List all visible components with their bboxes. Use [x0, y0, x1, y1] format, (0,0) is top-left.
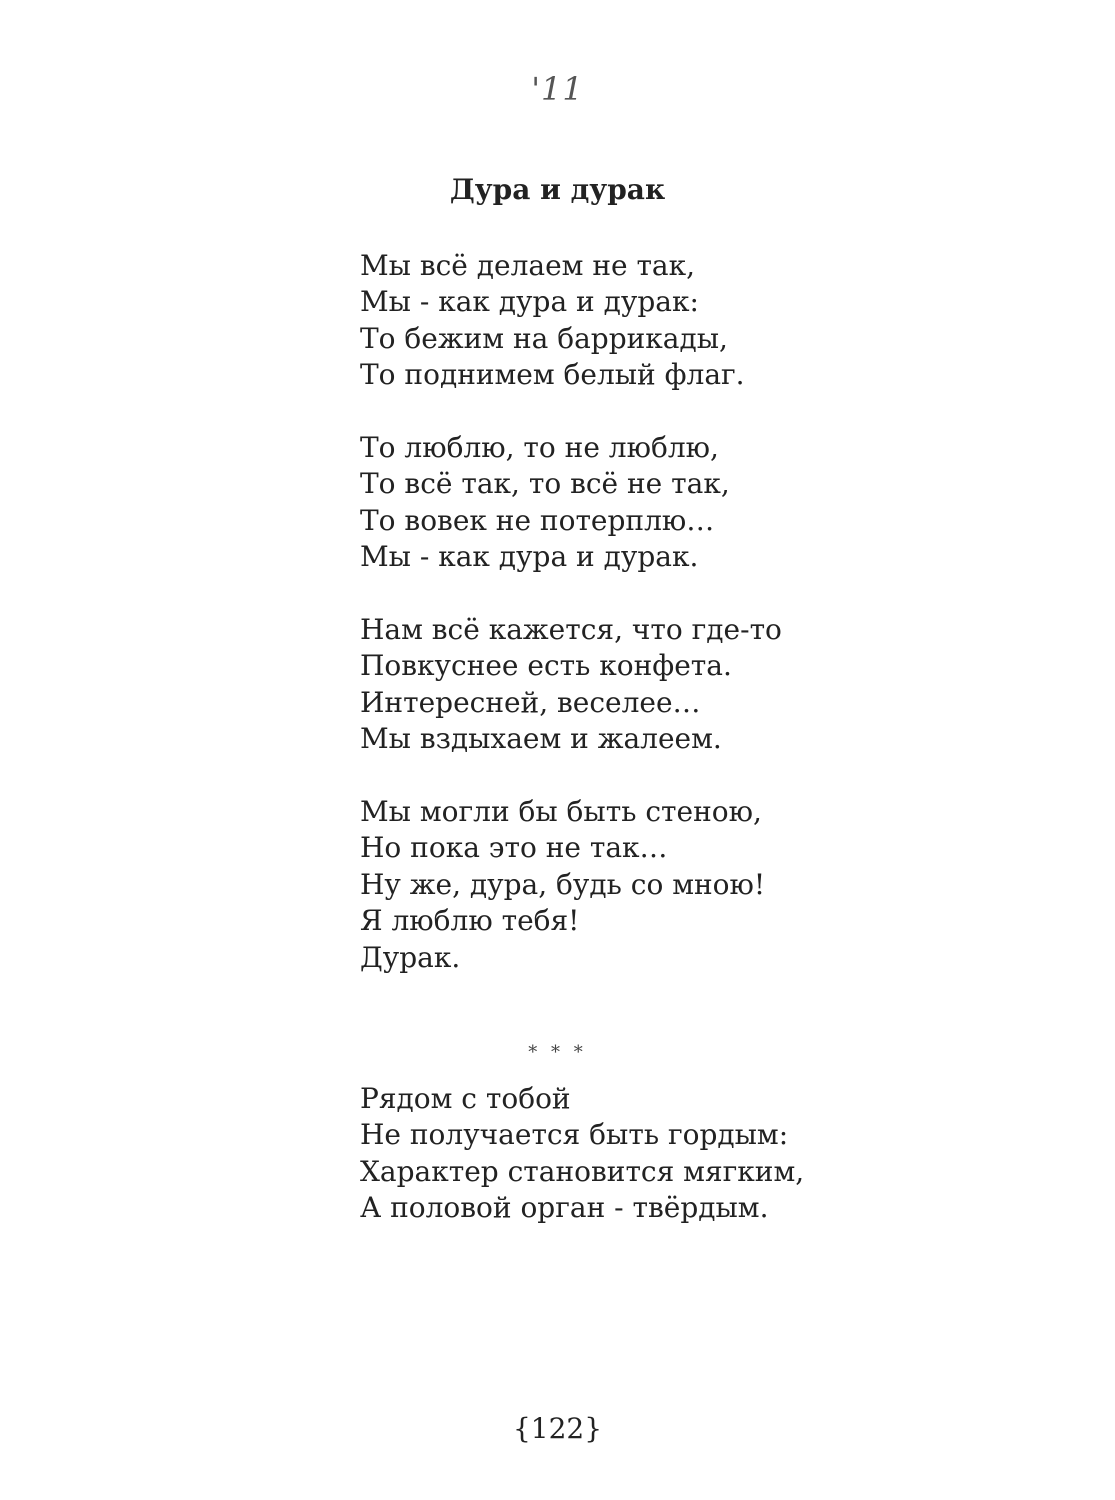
poem-line: То всё так, то всё не так, — [360, 467, 730, 501]
poem-line: Рядом с тобой — [360, 1082, 571, 1115]
poem-line: Ну же, дура, будь со мною! — [360, 867, 766, 901]
poem-line: То поднимем белый флаг. — [360, 358, 745, 392]
poem-body-untitled — [360, 1081, 804, 1227]
section-separator: * * * — [528, 1042, 587, 1063]
year-header: '11 — [531, 70, 584, 108]
stanza-gap — [360, 576, 782, 612]
poem-line: Мы - как дура и дурак: — [360, 285, 699, 319]
stanza-gap — [360, 758, 782, 794]
poem-title: Дура и дурак — [449, 173, 666, 206]
poem-line: Мы - как дура и дурак. — [360, 540, 699, 574]
poem-line: То бежим на баррикады, — [360, 321, 728, 355]
poem-line: Мы всё делаем не так, — [360, 249, 696, 282]
poem-line: А половой орган - твёрдым. — [360, 1191, 769, 1225]
stanza-gap — [360, 394, 782, 430]
poem-line: Но пока это не так… — [360, 831, 668, 865]
poem-line: То вовек не потерплю… — [360, 503, 715, 537]
poem-line: Я люблю тебя! — [360, 904, 580, 938]
poem-line: Мы могли бы быть стеною, — [360, 795, 762, 829]
poem-line: Характер становится мягким, — [360, 1154, 805, 1188]
poem-line: То люблю, то не люблю, — [360, 431, 719, 465]
poem-line: Нам всё кажется, что где-то — [360, 613, 782, 647]
poem-line: Дурак. — [360, 940, 461, 974]
poem-line: Интересней, веселее… — [360, 685, 701, 719]
poem-line: Не получается быть гордым: — [360, 1118, 789, 1152]
poem-line: Повкуснее есть конфета. — [360, 649, 732, 683]
page-number: {122} — [512, 1412, 603, 1445]
poem-body — [360, 248, 782, 976]
poem-line: Мы вздыхаем и жалеем. — [360, 722, 722, 756]
